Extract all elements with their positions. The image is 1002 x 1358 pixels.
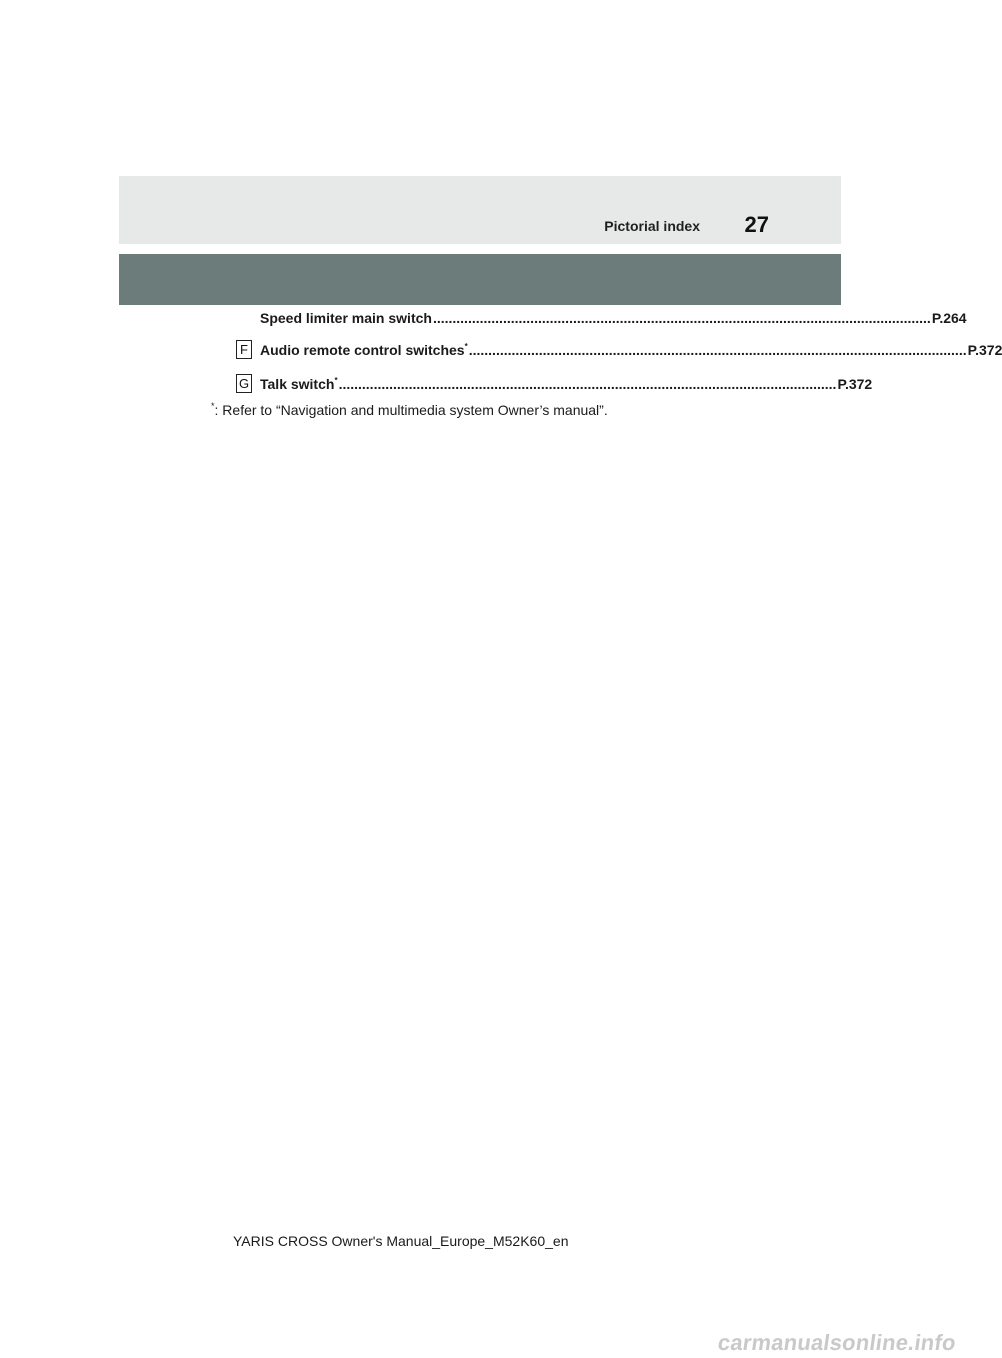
footnote-mark: * — [211, 401, 215, 411]
footnote-mark: * — [464, 342, 468, 351]
entry-label: Audio remote control switches* — [260, 342, 468, 358]
footnote-mark: * — [334, 376, 338, 385]
section-title: Pictorial index — [604, 218, 700, 234]
index-entry-talk-switch — [236, 374, 873, 394]
index-entry-audio-remote — [236, 340, 1002, 360]
header-top-band — [119, 176, 841, 244]
dot-leader: ................................................................................................................................ — [432, 310, 931, 326]
entry-label: Talk switch* — [260, 376, 338, 392]
page-reference-link[interactable]: P.372 — [967, 342, 1002, 358]
dot-leader: ................................................................................................................................ — [338, 376, 837, 392]
watermark: carmanualsonline.info — [716, 1330, 958, 1355]
marker-box-f: F — [236, 340, 252, 359]
entry-label: Speed limiter main switch — [260, 310, 432, 326]
index-entry-speed-limiter — [236, 308, 967, 328]
marker-box-g: G — [236, 374, 252, 393]
footnote-text: : Refer to “Navigation and multimedia system Owner’s manual”. — [214, 402, 608, 418]
dot-leader: ................................................................................................................................ — [468, 342, 967, 358]
page-number: 27 — [744, 212, 769, 237]
page-reference-link[interactable]: P.372 — [837, 376, 873, 392]
header-dark-band — [119, 254, 841, 305]
footer-manual-id: YARIS CROSS Owner's Manual_Europe_M52K60_en — [233, 1233, 569, 1249]
page-reference-link[interactable]: P.264 — [931, 310, 967, 326]
footnote — [211, 400, 608, 420]
